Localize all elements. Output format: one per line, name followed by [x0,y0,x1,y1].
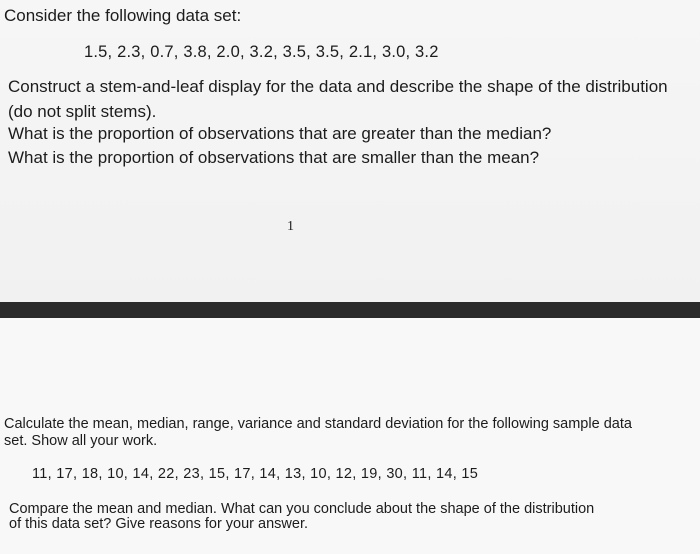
question-1-part-b: What is the proportion of observations that are smaller than the mean? [8,148,540,167]
question-2-section [0,318,700,554]
question-1-part-a: What is the proportion of observations that are greater than the median? [8,124,552,143]
question-1-intro: Consider the following data set: [4,6,242,25]
question-1-instruction-line-2: (do not split stems). [8,102,157,121]
question-2-instruction-line-1: Calculate the mean, median, range, variance and standard deviation for the following sample data [4,416,632,432]
page-divider [0,302,700,318]
question-2-compare-line-1: Compare the mean and median. What can you conclude about the shape of the distribution [9,501,595,517]
question-2-instruction-line-2: set. Show all your work. [4,433,158,449]
question-1-instruction-line-1: Construct a stem-and-leaf display for the data and describe the shape of the distribution [8,77,668,96]
question-1-data-values: 1.5, 2.3, 0.7, 3.8, 2.0, 3.2, 3.5, 3.5, 2.1, 3.0, 3.2 [84,43,439,61]
page-number: 1 [287,219,294,234]
question-2-compare-line-2: of this data set? Give reasons for your answer. [9,516,309,532]
question-2-data-values: 11, 17, 18, 10, 14, 22, 23, 15, 17, 14, 13, 10, 12, 19, 30, 11, 14, 15 [32,466,479,482]
